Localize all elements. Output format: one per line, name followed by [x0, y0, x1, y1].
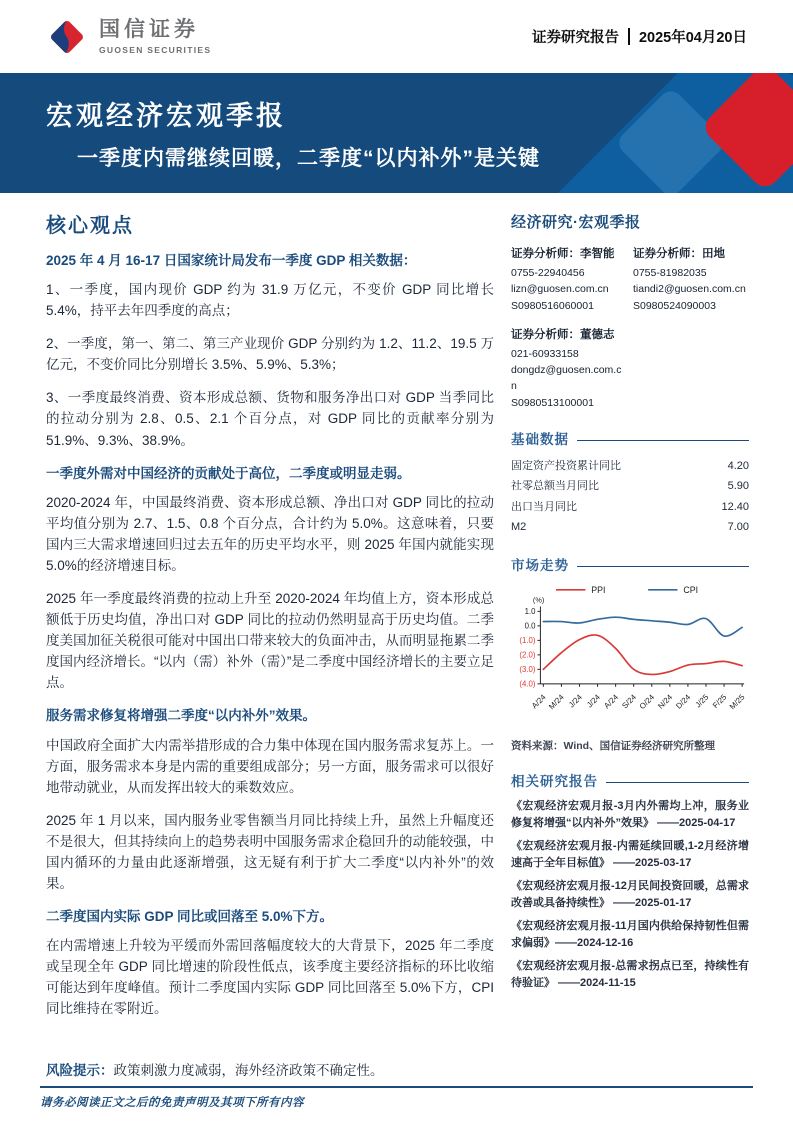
report-item: 《宏观经济宏观月报-总需求拐点已至，持续性有待验证》 ——2024-11-15: [511, 960, 749, 989]
meta-separator: [628, 28, 630, 45]
related-reports-list: [511, 798, 749, 991]
basic-data-value: 7.00: [727, 520, 749, 533]
core-paragraph: 2025 年 1 月以来，国内服务业零售额当月同比持续上升，虽然上升幅度还不是很大，但其持续向上的趋势表明中国服务需求企稳回升的动能较强，中国内循环的力量由此逐渐增强，这无疑有利于扩大二季度“以内补外”的效果。: [46, 812, 494, 891]
analyst-email: tiandi2@guosen.com.cn: [633, 283, 746, 296]
x-tick-label: J/24: [585, 692, 602, 710]
core-subhead: 服务需求修复将增强二季度“以内补外”效果。: [46, 708, 316, 724]
footer-disclaimer: 请务必阅读正文之后的免责声明及其项下所有内容: [40, 1097, 304, 1109]
x-tick-label: A/24: [602, 692, 620, 711]
basic-data-row: [511, 456, 749, 476]
chart-source: 资料来源：Wind、国信证券经济研究所整理: [511, 740, 716, 753]
basic-data-label: 固定资产投资累计同比: [511, 459, 621, 472]
report-item: 《宏观经济宏观月报-内需延续回暖,1-2月经济增速高于全年目标值》 ——2025-03-17: [511, 840, 749, 869]
core-column: [46, 206, 494, 1082]
guosen-logo: [46, 16, 211, 58]
legend-cpi-label: CPI: [683, 585, 699, 596]
x-tick-label: S/24: [620, 692, 639, 711]
x-tick-label: F/25: [710, 692, 729, 711]
core-paragraph: 中国政府全面扩大内需举措形成的合力集中体现在国内服务需求复苏上。一方面，服务需求本身是内需的重要组成部分；另一方面，服务需求可以很好地带动就业，从而发挥出较大的乘数效应。: [46, 737, 494, 795]
report-item: 《宏观经济宏观月报-12月民间投资回暖，总需求改善或具备持续性》 ——2025-01-17: [511, 880, 749, 909]
analyst-phone: 021-60933158: [511, 347, 579, 360]
core-paragraph: 在内需增速上升较为平缓而外需回落幅度较大的大背景下，2025 年二季度或呈现全年 GDP 同比增速的阶段性低点，该季度主要经济指标的环比收缩可能达到年度峰值。预计二季度国内实际 GDP 同比回落至 5.0%下方，CPI 同比维持在零附近。: [46, 938, 494, 1017]
basic-data-heading: [511, 428, 749, 448]
heading-rule: [606, 782, 749, 783]
series-line-ppi: [543, 635, 742, 675]
x-tick-label: J/24: [566, 692, 584, 710]
core-subhead: 一季度外需对中国经济的贡献处于高位，二季度或明显走弱。: [46, 465, 411, 481]
market-trend-label: 市场走势: [511, 558, 569, 574]
title-banner: [0, 73, 793, 193]
analyst-card: [511, 326, 627, 411]
report-item: 《宏观经济宏观月报-3月内外需均上冲，服务业修复将增强“以内补外”效果》 ——2025-04-17: [511, 800, 749, 829]
analyst-role: 证券分析师：李智能: [511, 248, 615, 260]
core-subhead: 二季度国内实际 GDP 同比或回落至 5.0%下方。: [46, 908, 334, 924]
x-tick-label: A/24: [529, 692, 548, 711]
top-bar: [0, 0, 793, 73]
x-tick-label: D/24: [674, 692, 693, 711]
footer-rule: [40, 1086, 753, 1088]
analyst-email: dongdz@guosen.com.cn: [511, 364, 622, 393]
analyst-phone: 0755-22940456: [511, 267, 585, 279]
risk-note: [46, 1061, 494, 1081]
report-type-label: 证券研究报告: [531, 30, 619, 46]
core-paragraph: 3、一季度最终消费、资本形成总额、货物和服务净出口对 GDP 当季同比的拉动分别为 2.8、0.5、2.1 个百分点，对 GDP 同比的贡献率分别为 51.9%、9.3%、38.9%。: [46, 390, 494, 448]
core-paragraph: 1、一季度，国内现价 GDP 约为 31.9 万亿元，不变价 GDP 同比增长 5.4%，持平去年四季度的高点；: [46, 282, 494, 319]
chart-container: [511, 582, 749, 729]
analyst-card: [511, 245, 627, 314]
y-tick-label: (3.0): [519, 665, 536, 675]
analyst-cert: S0980524090003: [633, 299, 716, 312]
x-tick-label: M/25: [727, 692, 747, 712]
y-axis-unit-label: (%): [532, 595, 545, 605]
market-trend-heading: [511, 554, 749, 574]
basic-data-label: 出口当月同比: [511, 500, 577, 513]
report-meta: [532, 26, 747, 47]
core-paragraph: 2025 年一季度最终消费的拉动上升至 2020-2024 年均值上方，资本形成总额低于历史均值，净出口对 GDP 同比的拉动仍然明显高于历史均值。二季度美国加征关税很可能对中国出口带来较大的负面冲击，从而明显拖累二季度国内经济增长。“以内（需）补外（需）”是二季度中国经济增长的主要立足点。: [46, 591, 494, 691]
analyst-phone: 0755-81982035: [633, 267, 707, 279]
x-tick-label: M/24: [547, 692, 566, 712]
basic-data-label: M2: [511, 520, 527, 533]
logo-name-cn: 国信证券: [99, 18, 199, 42]
report-item: 《宏观经济宏观月报-11月国内供给保持韧性但需求偏弱》——2024-12-16: [511, 920, 749, 949]
page-footer: [40, 1086, 753, 1110]
basic-data-value: 4.20: [727, 459, 749, 472]
analyst-cert: S0980516060001: [511, 299, 594, 312]
core-heading: 核心观点: [46, 215, 134, 237]
guosen-logo-icon: [46, 16, 88, 58]
content-area: [0, 193, 793, 1082]
y-tick-label: 1.0: [524, 607, 536, 617]
analyst-card: [633, 245, 749, 314]
sidebar-column: [511, 206, 749, 1082]
basic-data-label: 社零总额当月同比: [511, 480, 599, 493]
related-reports-heading: [511, 770, 749, 790]
analyst-cert: S0980513100001: [511, 396, 594, 409]
core-paragraph: 2020-2024 年，中国最终消费、资本形成总额、净出口对 GDP 同比的拉动平均值分别为 2.7、1.5、0.8 个百分点，合计约为 5.0%。这意味着，只要国内三大需求增速回归过去五年的历史平均水平，则 2025 年国内就能实现 5.0%的经济增速目标。: [46, 494, 494, 573]
risk-text: 政策刺激力度减弱，海外经济政策不确定性。: [113, 1063, 384, 1079]
page-title: 宏观经济宏观季报: [46, 101, 286, 131]
y-tick-label: (1.0): [519, 636, 536, 646]
y-tick-label: 0.0: [524, 621, 536, 631]
logo-text: [99, 18, 211, 54]
core-blocks: [46, 251, 494, 1082]
report-date: 2025年04月20日: [638, 30, 747, 46]
basic-data-row: [511, 497, 749, 517]
trend-chart: [511, 582, 749, 729]
analyst-role: 证券分析师：董德志: [511, 328, 615, 341]
x-tick-label: N/24: [656, 692, 675, 711]
heading-rule: [577, 566, 749, 567]
analyst-email: lizn@guosen.com.cn: [511, 283, 609, 296]
basic-data-value: 5.90: [727, 480, 749, 493]
risk-label: 风险提示：: [46, 1063, 114, 1079]
basic-data-label: 基础数据: [511, 431, 569, 447]
logo-name-en: GUOSEN SECURITIES: [99, 44, 212, 55]
basic-data-value: 12.40: [721, 500, 749, 513]
related-reports-label: 相关研究报告: [511, 774, 598, 790]
x-tick-label: O/24: [637, 692, 657, 712]
basic-data-table: [511, 456, 749, 537]
analyst-role: 证券分析师：田地: [633, 248, 725, 260]
y-tick-label: (4.0): [519, 679, 536, 689]
basic-data-row: [511, 517, 749, 537]
basic-data-row: [511, 476, 749, 496]
series-line-cpi: [543, 617, 742, 636]
series-title: 经济研究·宏观季报: [511, 214, 641, 231]
analysts-grid: [511, 245, 749, 411]
legend-ppi-label: PPI: [591, 585, 606, 596]
page-subtitle: 一季度内需继续回暖，二季度“以内补外”是关键: [77, 147, 540, 170]
heading-rule: [577, 440, 749, 441]
banner-decor-graphic: [523, 73, 793, 193]
core-subhead: 2025 年 4 月 16-17 日国家统计局发布一季度 GDP 相关数据：: [46, 253, 417, 268]
x-tick-label: J/25: [693, 692, 711, 710]
core-paragraph: 2、一季度，第一、第二、第三产业现价 GDP 分别约为 1.2、11.2、19.5 万亿元，不变价同比分别增长 3.5%、5.9%、5.3%；: [46, 336, 494, 373]
y-tick-label: (2.0): [519, 650, 536, 660]
